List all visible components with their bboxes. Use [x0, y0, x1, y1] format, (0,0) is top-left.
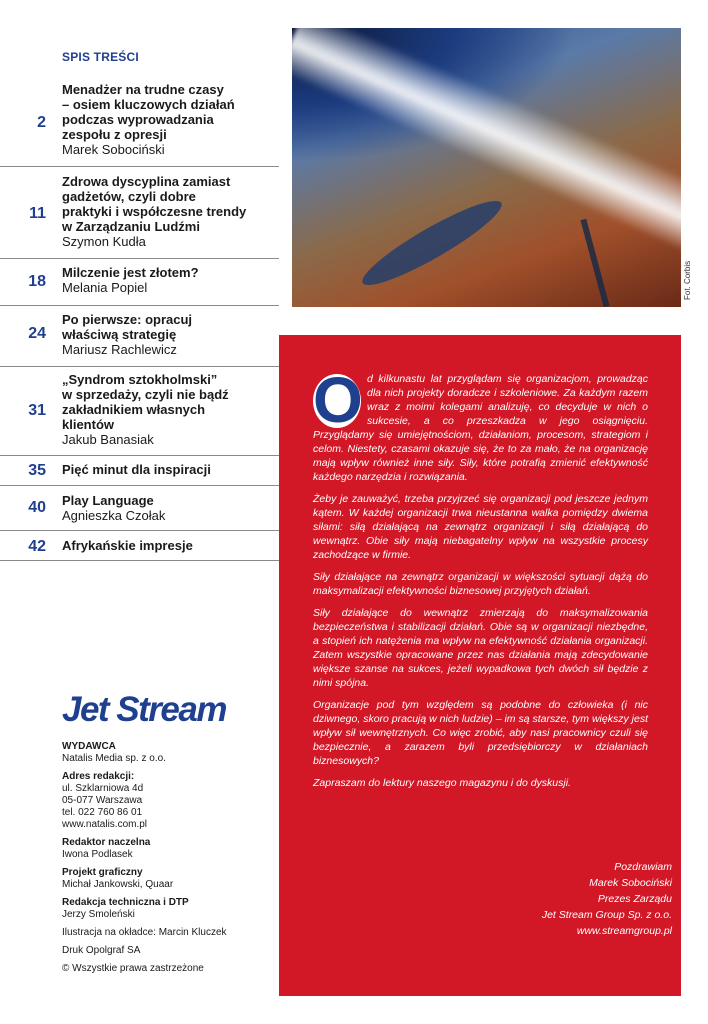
toc-page-number: 42	[28, 538, 46, 555]
imprint-block	[62, 897, 272, 921]
imprint-label: Adres redakcji:	[62, 771, 135, 782]
imprint-line: ul. Szklarniowa 4d	[62, 783, 144, 794]
toc-title-line: Zdrowa dyscyplina zamiast	[62, 174, 231, 189]
toc-page-number: 11	[29, 205, 46, 222]
imprint-block	[62, 741, 272, 765]
toc-page-number: 18	[28, 273, 46, 290]
toc-divider	[0, 258, 279, 259]
toc-entry-text	[62, 462, 272, 477]
earth-satellite-photo	[292, 28, 681, 307]
toc-page-number: 2	[37, 114, 46, 131]
cloud-band	[292, 28, 681, 259]
toc-title-line: Po pierwsze: opracuj	[62, 312, 193, 327]
toc-title-line: Pięć minut dla inspiracji	[62, 462, 211, 477]
toc-entry-text	[62, 538, 272, 553]
toc-title-line: Afrykańskie impresje	[62, 538, 193, 553]
toc-title-line: Menadżer na trudne czasy	[62, 82, 224, 97]
letter-paragraph: Organizacje pod tym względem są podobne do człowieka (i nic dziwnego, skoro pracują w nich ludzie) – im są starsze, tym większy jest wpływ sił wewnętrznych. Co więc zrobić, aby nasi pracownicy czuli się bezpiecznie, a zarazem byli przedsiębiorczy w działaniach biznesowych?	[313, 699, 648, 767]
signature-line: Pozdrawiam	[614, 861, 672, 873]
letter-paragraph: Siły działające do wewnątrz zmierzają do maksymalizowania bezpieczeństwa i stabilizacji działań. Obie są w organizacji niezbędne, a stopień ich natężenia ma wpływ na efektywność działania organizacji. Zatem wszystkie opracowane przez nas działania mają zdecydowanie większe szanse na sukces, jeżeli wypadkowa tych dwóch sił będzie z nimi spójna.	[313, 607, 648, 689]
letter-paragraph	[313, 364, 648, 484]
toc-title-line: praktyki i współczesne trendy	[62, 204, 247, 219]
toc-title-line: Play Language	[62, 493, 154, 508]
imprint-label: WYDAWCA	[62, 741, 116, 752]
editorial-letter	[313, 364, 648, 798]
signature	[542, 859, 672, 939]
imprint-block	[62, 837, 272, 861]
letter-paragraph: Siły działające na zewnątrz organizacji w większości sytuacji dążą do maksymalizacji efektywności biznesowej przyjętych działań.	[313, 571, 648, 597]
toc-entry-text	[62, 265, 272, 295]
river-line	[580, 219, 609, 307]
imprint-line: tel. 022 760 86 01	[62, 807, 143, 818]
toc-entry-text	[62, 493, 272, 523]
toc-divider	[0, 485, 279, 486]
imprint-block	[62, 963, 272, 975]
sea-region	[355, 190, 509, 296]
toc-author: Szymon Kudła	[62, 234, 146, 249]
toc-title-line: zespołu z opresji	[62, 127, 167, 142]
imprint-block	[62, 945, 272, 957]
imprint-block	[62, 771, 272, 831]
imprint-line: Natalis Media sp. z o.o.	[62, 753, 166, 764]
imprint-line: Ilustracja na okładce: Marcin Kluczek	[62, 927, 227, 938]
toc-title-line: „Syndrom sztokholmski”	[62, 372, 218, 387]
jet-stream-logo: Jet Stream	[62, 690, 226, 729]
toc-divider	[0, 530, 279, 531]
signature-line: Marek Sobociński	[589, 877, 672, 889]
imprint-block	[62, 867, 272, 891]
toc-divider	[0, 560, 279, 561]
toc-title-line: – osiem kluczowych działań	[62, 97, 235, 112]
signature-line: Jet Stream Group Sp. z o.o.	[541, 909, 672, 921]
letter-paragraph-text: d kilkunastu lat przyglądam się organizacjom, prowadząc dla nich projekty doradcze i szkoleniowe. Za każdym razem wraz z moimi kolegami analizuję, co decyduje w nich o sukcesie, a co przeszkadza w jego osiągnięciu. Przyglądamy się umiejętnościom, działaniom, procesom, strategiom i celom. Niestety, czasami okazuje się, że to za mało, że na organizację mają wpływ również inne siły. Siły, które potrafią zmienić efektywność każdego narzędzia i rozwiązania.	[313, 373, 648, 483]
toc-author: Marek Sobociński	[62, 142, 165, 157]
imprint	[62, 741, 272, 981]
imprint-line: 05-077 Warszawa	[62, 795, 143, 806]
toc-entry-text	[62, 372, 272, 447]
toc-title-line: podczas wyprowadzania	[62, 112, 214, 127]
toc-author: Jakub Banasiak	[62, 432, 154, 447]
toc-title: SPIS TREŚCI	[62, 50, 139, 64]
toc-author: Melania Popiel	[62, 280, 148, 295]
imprint-label: Redaktor naczelna	[62, 837, 151, 848]
toc-title-line: Milczenie jest złotem?	[62, 265, 199, 280]
toc-title-line: zakładnikiem własnych	[62, 402, 206, 417]
toc-divider	[0, 366, 279, 367]
toc-title-line: właściwą strategię	[62, 327, 177, 342]
photo-credit: Fot. Corbis	[683, 260, 692, 300]
drop-cap: O	[313, 364, 363, 436]
toc-title-line: gadżetów, czyli dobre	[62, 189, 196, 204]
imprint-line: Iwona Podlasek	[62, 849, 133, 860]
toc-page-number: 35	[28, 462, 46, 479]
toc-author: Mariusz Rachlewicz	[62, 342, 177, 357]
toc-page-number: 24	[28, 325, 46, 342]
signature-website-link[interactable]: www.streamgroup.pl	[576, 925, 672, 937]
toc-title-line: w sprzedaży, czyli nie bądź	[62, 387, 229, 402]
toc-page-number: 40	[28, 499, 46, 516]
imprint-line: Jerzy Smoleński	[62, 909, 135, 920]
imprint-line: Druk Opolgraf SA	[62, 945, 141, 956]
imprint-website-link[interactable]: www.natalis.com.pl	[62, 819, 148, 830]
letter-paragraph: Żeby je zauważyć, trzeba przyjrzeć się organizacji pod jeszcze jednym kątem. W każdej organizacji trwa nieustanna walka pomiędzy dwiema siłami: siłą działającą na zewnątrz organizacji i siłą działającą do wewnątrz. Obie siły mają niebagatelny wpływ na wszystkie procesy zachodzące w firmie.	[313, 493, 648, 561]
toc-divider	[0, 305, 279, 306]
toc-entry-text	[62, 312, 272, 357]
imprint-line: © Wszystkie prawa zastrzeżone	[62, 963, 204, 974]
imprint-label: Projekt graficzny	[62, 867, 143, 878]
letter-paragraph: Zapraszam do lektury naszego magazynu i do dyskusji.	[313, 777, 571, 789]
toc-page-number: 31	[28, 402, 46, 419]
toc-divider	[0, 166, 279, 167]
toc-author: Agnieszka Czołak	[62, 508, 166, 523]
imprint-line: Michał Jankowski, Quaar	[62, 879, 174, 890]
toc-title-line: klientów	[62, 417, 115, 432]
toc-entry-text	[62, 82, 272, 157]
imprint-label: Redakcja techniczna i DTP	[62, 897, 189, 908]
imprint-block	[62, 927, 272, 939]
toc-title-line: w Zarządzaniu Ludźmi	[62, 219, 200, 234]
toc-divider	[0, 455, 279, 456]
toc-entry-text	[62, 174, 272, 249]
signature-line: Prezes Zarządu	[597, 893, 672, 905]
